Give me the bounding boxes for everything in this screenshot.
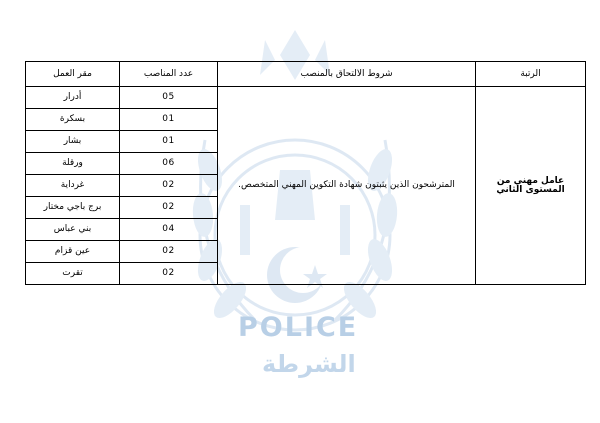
table-row xyxy=(26,87,586,109)
header-positions: عدد المناصب xyxy=(120,62,218,87)
watermark-arabic-text: الشرطة xyxy=(262,350,356,378)
positions-cell: 01 xyxy=(120,109,218,131)
header-location: مقر العمل xyxy=(26,62,120,87)
location-cell: برج باجي مختار xyxy=(26,197,120,219)
header-conditions: شروط الالتحاق بالمنصب xyxy=(218,62,476,87)
location-cell: عين قزام xyxy=(26,241,120,263)
conditions-cell: المترشحون الذين يثبتون شهادة التكوين المهني المتخصص. xyxy=(218,87,476,285)
positions-cell: 02 xyxy=(120,241,218,263)
header-row xyxy=(26,62,586,87)
header-rank: الرتبة xyxy=(476,62,586,87)
positions-cell: 02 xyxy=(120,175,218,197)
watermark-police-text: POLICE xyxy=(238,312,359,343)
location-cell: بسكرة xyxy=(26,109,120,131)
positions-cell: 02 xyxy=(120,263,218,285)
positions-cell: 02 xyxy=(120,197,218,219)
positions-cell: 05 xyxy=(120,87,218,109)
positions-cell: 06 xyxy=(120,153,218,175)
location-cell: بشار xyxy=(26,131,120,153)
location-cell: بني عباس xyxy=(26,219,120,241)
positions-cell: 01 xyxy=(120,131,218,153)
location-cell: ورقلة xyxy=(26,153,120,175)
location-cell: أدرار xyxy=(26,87,120,109)
location-cell: غرداية xyxy=(26,175,120,197)
positions-cell: 04 xyxy=(120,219,218,241)
rank-cell: عامل مهني من المستوى الثاني xyxy=(476,87,586,285)
positions-table xyxy=(25,61,586,285)
location-cell: تقرت xyxy=(26,263,120,285)
